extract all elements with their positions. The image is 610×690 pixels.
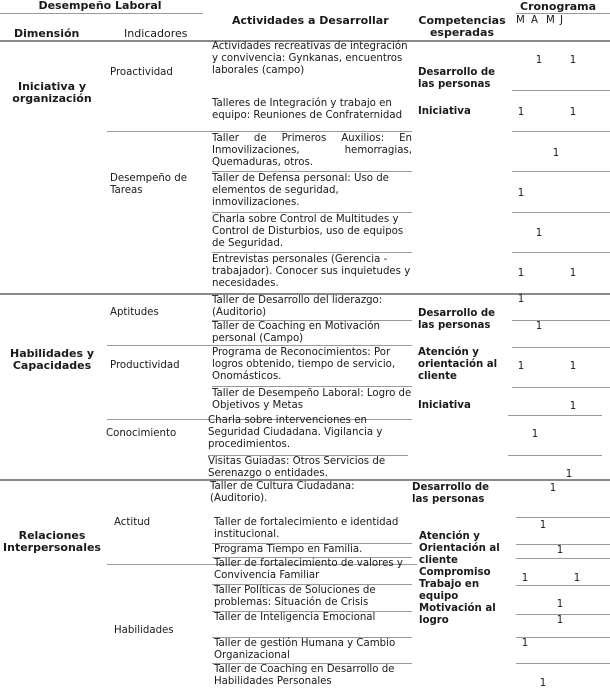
month-header-j: J [560, 15, 564, 26]
activity-item: Charla sobre intervenciones en Seguridad Ciudadana. Vigilancia y procedimientos. [208, 415, 383, 450]
schedule-divider [512, 131, 610, 132]
schedule-mark: 1 [517, 361, 525, 372]
schedule-divider [516, 585, 610, 586]
schedule-mark: 1 [569, 268, 577, 279]
competency: Desarrollo de las personas [412, 482, 490, 505]
schedule-mark: 1 [569, 107, 577, 118]
activity-item: Taller de Desarrollo del liderazgo: (Auditorio) [212, 295, 383, 318]
schedule-divider [512, 252, 610, 253]
schedule-mark: 1 [556, 599, 564, 610]
indicator-divider [107, 131, 412, 132]
row-divider [212, 171, 412, 172]
column-header-dimension: Dimensión [14, 27, 80, 40]
schedule-mark: 1 [539, 520, 547, 531]
schedule-divider [512, 387, 610, 388]
activity-item: Programa de Reconocimientos: Por logros obtenido, tiempo de servicio, Onomásticos. [212, 347, 396, 382]
competency: Iniciativa [418, 400, 471, 411]
activity-item: Visitas Guiadas: Otros Servicios de Serenazgo o entidades. [208, 456, 386, 479]
schedule-mark: 1 [569, 401, 577, 412]
indicator-actitud: Actitud [114, 517, 151, 528]
schedule-divider [508, 415, 602, 416]
schedule-mark: 1 [565, 469, 573, 480]
indicator-productividad: Productividad [110, 360, 180, 371]
schedule-mark: 1 [556, 545, 564, 556]
dimension-iniciativa: Iniciativa y organización [12, 80, 92, 105]
activity-item: Taller de fortalecimiento e identidad institucional. [214, 517, 399, 540]
activity-item: Programa Tiempo en Familia. [214, 544, 363, 555]
column-header-competencies: Competencias esperadas [418, 14, 506, 39]
activity-item: Taller de gestión Humana y Cambio Organizacional [214, 638, 396, 661]
schedule-mark: 1 [539, 678, 547, 689]
indicator-proactividad: Proactividad [110, 67, 173, 78]
month-header-a: A [531, 15, 538, 26]
schedule-mark: 1 [517, 268, 525, 279]
dimension-relaciones: Relaciones Interpersonales [3, 529, 101, 554]
activity-item: Actividades recreativas de integración y convivencia: Gynkanas, encuentros laborales (campo) [212, 41, 408, 76]
row-divider [212, 252, 412, 253]
schedule-mark: 1 [517, 107, 525, 118]
schedule-divider [512, 347, 610, 348]
indicator-habilidades: Habilidades [114, 625, 174, 636]
activity-item: Talleres de Integración y trabajo en equipo: Reuniones de Confraternidad [212, 98, 403, 121]
activity-item: Taller Políticas de Soluciones de problemas: Situación de Crisis [214, 585, 376, 608]
schedule-divider [512, 90, 610, 91]
schedule-divider [516, 663, 610, 664]
schedule-divider [512, 171, 610, 172]
activity-item: Taller de Coaching en Motivación personal (Campo) [212, 321, 380, 344]
competency: Atención y orientación al cliente [418, 347, 498, 382]
activity-item: Taller de Coaching en Desarrollo de Habilidades Personales [214, 664, 395, 687]
column-header-indicators: Indicadores [124, 27, 188, 40]
competency: Desarrollo de las personas [418, 308, 496, 331]
schedule-divider [512, 212, 610, 213]
month-header-m2: M [546, 15, 555, 26]
activity-item: Taller de Inteligencia Emocional [214, 612, 376, 623]
schedule-mark: 1 [521, 573, 529, 584]
schedule-divider [508, 455, 602, 456]
column-header-schedule: Cronograma [520, 0, 597, 13]
indicator-aptitudes: Aptitudes [110, 307, 159, 318]
activity-item: Taller de fortalecimiento de valores y Convivencia Familiar [214, 558, 403, 581]
schedule-mark: 1 [521, 638, 529, 649]
activity-item: Charla sobre Control de Multitudes y Control de Disturbios, uso de equipos de Seguridad. [212, 214, 404, 249]
row-divider [212, 212, 412, 213]
schedule-divider [516, 517, 610, 518]
column-header-activities: Actividades a Desarrollar [232, 14, 389, 27]
schedule-divider [512, 320, 610, 321]
indicator-conocimiento: Conocimiento [106, 428, 177, 439]
schedule-mark: 1 [535, 321, 543, 332]
activity-item: Taller de Desempeño Laboral: Logro de Objetivos y Metas [212, 388, 412, 411]
activity-item: Entrevistas personales (Gerencia - trabajador). Conocer sus inquietudes y necesidades. [212, 254, 411, 289]
group-title: Desempeño Laboral [38, 0, 162, 12]
divider [516, 13, 610, 14]
schedule-mark: 1 [517, 188, 525, 199]
indicator-desempeno-tareas: Desempeño de Tareas [110, 173, 188, 196]
schedule-mark: 1 [556, 615, 564, 626]
activity-item: Taller de Defensa personal: Uso de elementos de seguridad, inmovilizaciones. [212, 173, 389, 208]
schedule-mark: 1 [549, 483, 557, 494]
schedule-mark: 1 [569, 55, 577, 66]
schedule-mark: 1 [552, 148, 560, 159]
dimension-habilidades: Habilidades y Capacidades [10, 347, 94, 372]
activity-item: Taller de Primeros Auxilios: En Inmovilizaciones, hemorragias, Quemaduras, otros. [212, 133, 412, 168]
activity-item: Taller de Cultura Ciudadana: (Auditorio). [210, 481, 355, 504]
competency: Desarrollo de las personas [418, 67, 496, 90]
schedule-mark: 1 [535, 228, 543, 239]
schedule-mark: 1 [535, 55, 543, 66]
schedule-mark: 1 [531, 429, 539, 440]
month-header-m1: M [516, 15, 525, 26]
schedule-mark: 1 [573, 573, 581, 584]
divider [0, 13, 203, 14]
competency: Iniciativa [418, 106, 471, 117]
schedule-mark: 1 [569, 361, 577, 372]
indicator-divider [107, 345, 412, 346]
row-divider [212, 386, 412, 387]
schedule-divider [516, 558, 610, 559]
competency: Atención y Orientación al cliente Compromiso Trabajo en equipo Motivación al logro [419, 531, 500, 626]
schedule-divider [516, 637, 610, 638]
schedule-mark: 1 [517, 294, 525, 305]
